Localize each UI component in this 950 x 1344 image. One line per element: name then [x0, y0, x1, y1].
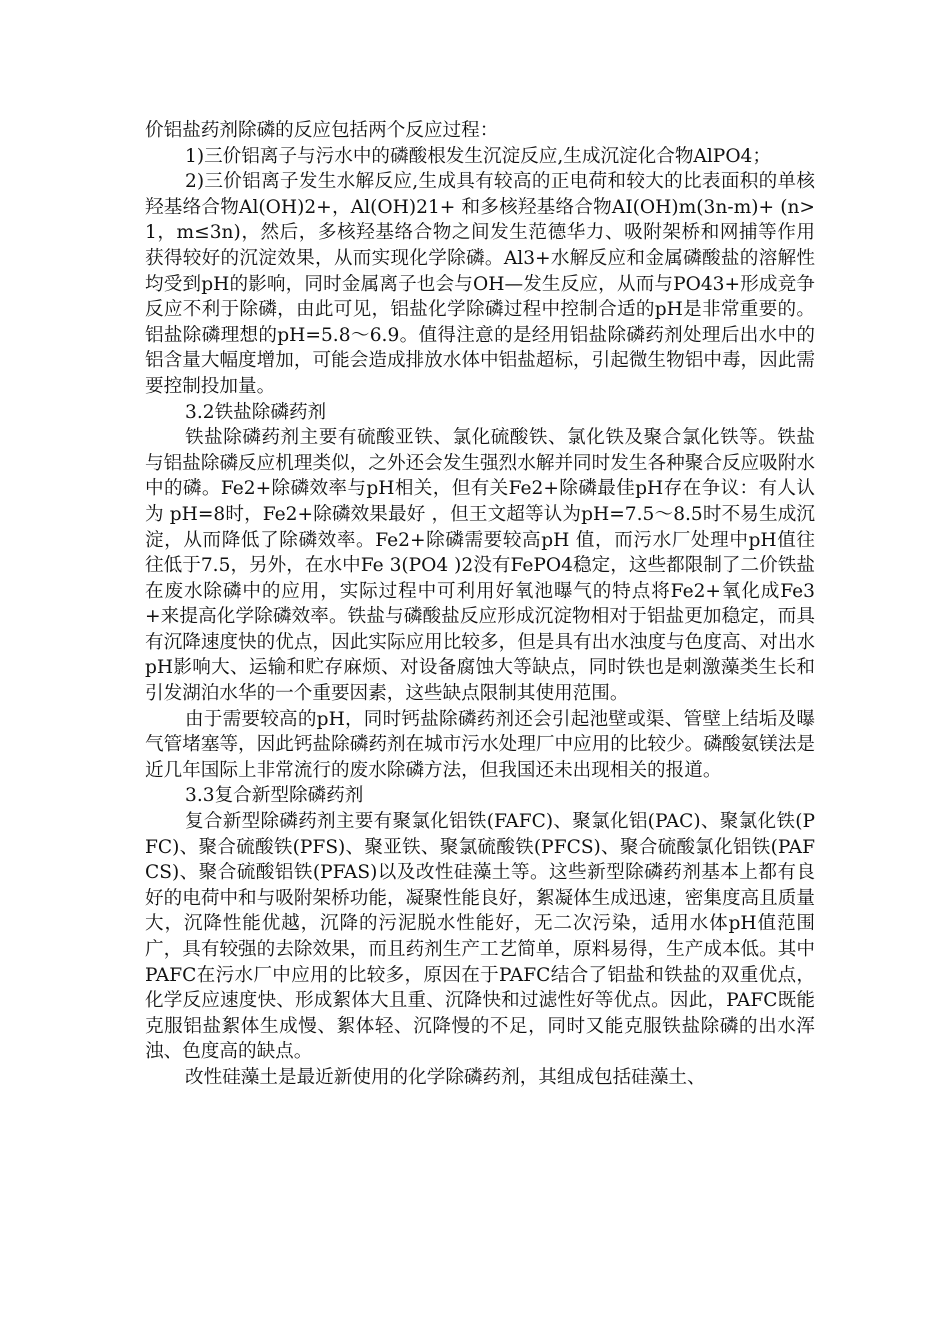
paragraph-diatomite: 改性硅藻土是最近新使用的化学除磷药剂，其组成包括硅藻土、 [185, 1066, 706, 1088]
document-body [145, 118, 815, 1091]
paragraph-calcium-salt: 由于需要较高的pH，同时钙盐除磷药剂还会引起池壁或渠、管壁上结垢及曝气管堵塞等，因此钙盐除磷药剂在城市污水处理厂中应用的比较少。磷酸氨镁法是近几年国际上非常流行的废水除磷方法，但我国还未出现相关的报道。 [145, 708, 815, 781]
section-heading-3-3: 3.3复合新型除磷药剂 [185, 785, 364, 807]
paragraph-process-2: 2)三价铝离子发生水解反应,生成具有较高的正电荷和较大的比表面积的单核羟基络合物Al(OH)2+，Al(OH)21+ 和多核羟基络合物AI(OH)m(3n-m)+ (n>1，m≤3n)，然后，多核羟基络合物之间发生范德华力、吸附架桥和网捕等作用获得较好的沉淀效果，从而实现化学除磷。Al3+水解反应和金属磷酸盐的溶解性均受到pH的影响，同时金属离子也会与OH—发生反应，从而与PO43+形成竞争反应不利于除磷，由此可见，铝盐化学除磷过程中控制合适的pH是非常重要的。铝盐除磷理想的pH=5.8～6.9。值得注意的是经用铝盐除磷药剂处理后出水中的铝含量大幅度增加，可能会造成排放水体中铝盐超标，引起微生物铝中毒，因此需要控制投加量。 [145, 171, 815, 397]
paragraph-process-1: 1)三价铝离子与污水中的磷酸根发生沉淀反应,生成沉淀化合物AlPO4； [185, 145, 771, 167]
paragraph-composite: 复合新型除磷药剂主要有聚氯化铝铁(FAFC)、聚氯化铝(PAC)、聚氯化铁(PFC)、聚合硫酸铁(PFS)、聚亚铁、聚氯硫酸铁(PFCS)、聚合硫酸氯化铝铁(PAFCS)、聚合硫酸铝铁(PFAS)以及改性硅藻土等。这些新型除磷药剂基本上都有良好的电荷中和与吸附架桥功能，凝聚性能良好，絮凝体生成迅速，密集度高且质量大，沉降性能优越，沉降的污泥脱水性能好，无二次污染，适用水体pH值范围广，具有较强的去除效果，而且药剂生产工艺简单，原料易得，生产成本低。其中PAFC在污水厂中应用的比较多，原因在于PAFC结合了铝盐和铁盐的双重优点，化学反应速度快、形成絮体大且重、沉降快和过滤性好等优点。因此，PAFC既能克服铝盐絮体生成慢、絮体轻、沉降慢的不足，同时又能克服铁盐除磷的出水浑浊、色度高的缺点。 [145, 811, 815, 1063]
section-heading-3-2: 3.2铁盐除磷药剂 [185, 401, 327, 423]
paragraph-iron-salt: 铁盐除磷药剂主要有硫酸亚铁、氯化硫酸铁、氯化铁及聚合氯化铁等。铁盐与铝盐除磷反应机理类似，之外还会发生强烈水解并同时发生各种聚合反应吸附水中的磷。Fe2+除磷效率与pH相关，但有关Fe2+除磷最佳pH存在争议：有人认为 pH=8时，Fe2+除磷效果最好 ，但王文超等认为pH=7.5～8.5时不易生成沉淀，从而降低了除磷效率。Fe2+除磷需要较高pH 值，而污水厂处理中pH值往往低于7.5，另外，在水中Fe 3(PO4 )2没有FePO4稳定，这些都限制了二价铁盐在废水除磷中的应用，实际过程中可利用好氧池曝气的特点将Fe2+氧化成Fe3+来提高化学除磷效率。铁盐与磷酸盐反应形成沉淀物相对于铝盐更加稳定，而具有沉降速度快的优点，因此实际应用比较多，但是具有出水浊度与色度高、对出水pH影响大、运输和贮存麻烦、对设备腐蚀大等缺点，同时铁也是刺激藻类生长和引发湖泊水华的一个重要因素，这些缺点限制其使用范围。 [145, 427, 815, 705]
paragraph-intro: 价铝盐药剂除磷的反应包括两个反应过程： [145, 120, 499, 141]
